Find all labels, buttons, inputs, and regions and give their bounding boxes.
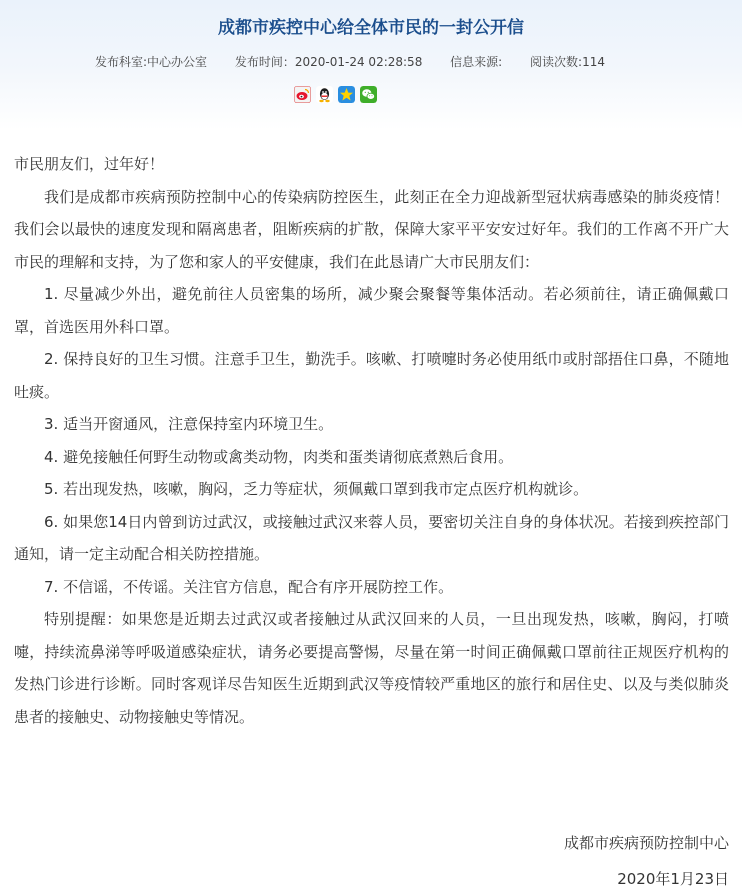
weibo-icon[interactable]: [294, 86, 311, 103]
article-body: [0, 148, 742, 733]
article-header: [0, 0, 742, 130]
list-item: 3. 适当开窗通风，注意保持室内环境卫生。: [44, 415, 334, 433]
list-item: 6. 如果您14日内曾到访过武汉，或接触过武汉来蓉人员，要密切关注自身的身体状况。若接到疾控部门通知，请一定主动配合相关防控措施。: [14, 512, 729, 563]
list-item: 4. 避免接触任何野生动物或禽类动物，肉类和蛋类请彻底煮熟后食用。: [44, 447, 514, 466]
qzone-icon[interactable]: [338, 86, 355, 103]
share-bar: [294, 86, 377, 103]
special-reminder: 特别提醒：如果您是近期去过武汉或者接触过从武汉回来的人员，一旦出现发热，咳嗽，胸闷，打喷嚏，持续流鼻涕等呼吸道感染症状，请务必要提高警惕，尽量在第一时间正确佩戴口罩前往正规医疗机构的发热门诊进行诊断。同时客观详尽告知医生近期到武汉等疫情较严重地区的旅行和居住史、以及与类似肺炎患者的接触史、动物接触史等情况。: [14, 610, 729, 726]
meta-publish-time: 发布时间：2020-01-24 02:28:58: [234, 55, 423, 69]
list-item: 5. 若出现发热，咳嗽，胸闷，乏力等症状，须佩戴口罩到我市定点医疗机构就诊。: [44, 480, 589, 498]
signature: 成都市疾病预防控制中心: [563, 834, 729, 852]
list-item: 7. 不信谣，不传谣。关注官方信息，配合有序开展防控工作。: [44, 577, 454, 596]
meta-department: 发布科室:中心办公室: [95, 55, 208, 69]
article-meta: [95, 55, 605, 69]
page-title: 成都市疾控中心给全体市民的一封公开信: [218, 18, 524, 38]
wechat-icon[interactable]: [360, 86, 377, 103]
meta-read-count: 阅读次数:114: [530, 55, 605, 69]
intro-paragraph: 我们是成都市疾病预防控制中心的传染病防控医生，此刻正在全力迎战新型冠状病毒感染的肺炎疫情！我们会以最快的速度发现和隔离患者，阻断疾病的扩散，保障大家平平安安过好年。我们的工作离不开广大市民的理解和支持，为了您和家人的平安健康，我们在此恳请广大市民朋友们：: [14, 187, 729, 271]
greeting: 市民朋友们，过年好！: [14, 155, 165, 173]
signature-date: 2020年1月23日: [617, 870, 729, 888]
meta-source: 信息来源:: [450, 55, 503, 69]
list-item: 1. 尽量减少外出，避免前往人员密集的场所，减少聚会聚餐等集体活动。若必须前往，请正确佩戴口罩，首选医用外科口罩。: [14, 285, 729, 336]
qq-icon[interactable]: [316, 86, 333, 103]
list-item: 2. 保持良好的卫生习惯。注意手卫生，勤洗手。咳嗽、打喷嚏时务必使用纸巾或肘部捂住口鼻，不随地吐痰。: [14, 350, 729, 401]
